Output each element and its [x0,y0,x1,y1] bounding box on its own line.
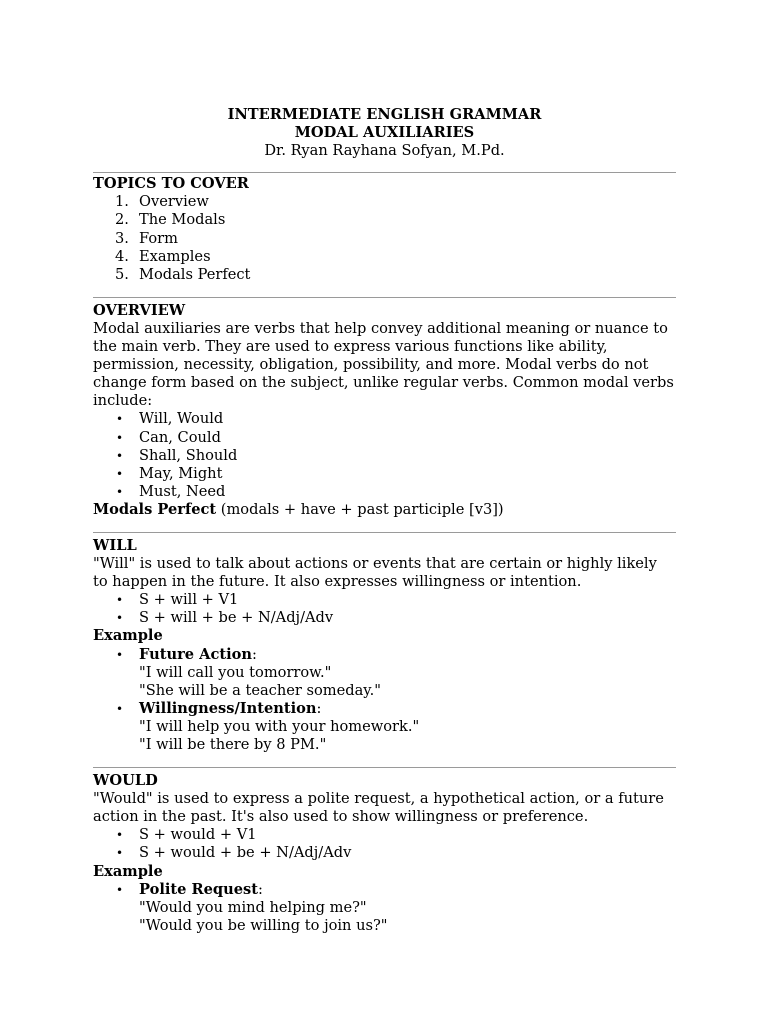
example-label: Future Action [139,645,252,663]
example-item [93,646,676,664]
section-divider [93,767,676,768]
would-section [93,772,676,935]
topic-text: Form [139,229,178,247]
topic-text: Modals Perfect [139,265,251,283]
example-sentence: "Would you mind helping me?" [139,898,367,916]
section-divider [93,532,676,533]
would-forms-list [93,826,676,862]
modal-verb-item: • May, Might [93,465,676,483]
document-title: INTERMEDIATE ENGLISH GRAMMAR [227,106,542,123]
modal-verb-item: • Shall, Should [93,447,676,465]
example-item [93,700,676,718]
would-examples-list [93,881,676,899]
modal-verb-item: • Must, Need [93,483,676,501]
topic-item [93,248,676,266]
topic-number: 4. [115,247,129,265]
modal-verbs-list [93,410,676,500]
form-item: • S + would + V1 [93,826,676,844]
would-heading: WOULD [93,772,158,790]
form-item: • S + will + V1 [93,591,676,609]
example-sentence: "Would you be willing to join us?" [139,916,388,934]
topic-text: Overview [139,193,209,211]
topic-number: 3. [115,229,129,247]
topic-text: Examples [139,247,211,265]
example-sentence: "She will be a teacher someday." [139,681,381,699]
modal-verb-item: • Can, Could [93,429,676,447]
would-paragraph: "Would" is used to express a polite request, a hypothetical action, or a future action in the past. It's also used to show willingness or preference. [93,790,664,826]
topic-number: 5. [115,265,129,283]
will-heading: WILL [93,536,137,554]
modals-perfect-text: (modals + have + past participle [v3]) [216,500,504,518]
topic-item [93,266,676,284]
will-forms-list [93,591,676,627]
example-item [93,881,676,899]
modals-perfect-line [93,501,676,519]
example-label: Polite Request [139,880,258,898]
topic-number: 1. [115,193,129,211]
section-divider [93,172,676,173]
will-examples-list [93,646,676,664]
document-page [93,106,676,935]
form-item: • S + would + be + N/Adj/Adv [93,844,676,862]
overview-heading: OVERVIEW [93,301,186,319]
will-examples-list [93,700,676,718]
will-section [93,537,676,754]
example-colon: : [257,880,263,898]
topics-section [93,175,676,284]
example-colon: : [251,645,257,663]
form-item: • S + will + be + N/Adj/Adv [93,609,676,627]
topic-item [93,193,676,211]
modal-verb-item: • Will, Would [93,410,676,428]
topics-heading: TOPICS TO COVER [93,175,249,193]
topics-list [93,193,676,283]
example-heading: Example [93,627,163,645]
example-label: Willingness/Intention [139,699,317,717]
document-author: Dr. Ryan Rayhana Sofyan, M.Pd. [264,142,505,160]
topic-number: 2. [115,211,129,229]
example-sentence: "I will call you tomorrow." [139,663,332,681]
will-paragraph: "Will" is used to talk about actions or events that are certain or highly likely to happen in the future. It also expresses willingness or intention. [93,555,657,591]
modals-perfect-label: Modals Perfect [93,500,217,518]
overview-section [93,302,676,519]
topic-item [93,230,676,248]
example-sentence: "I will be there by 8 PM." [139,736,327,753]
document-subtitle: MODAL AUXILIARIES [294,124,475,142]
document-header [93,106,676,160]
example-colon: : [316,699,322,717]
topic-text: The Modals [139,211,226,229]
section-divider [93,297,676,298]
topic-item [93,211,676,229]
overview-paragraph: Modal auxiliaries are verbs that help convey additional meaning or nuance to the main verb. They are used to express various functions like ability, permission, necessity, obligation, possibility, and more. Modal verbs do not change form based on the subject, unlike regular verbs. Common modal verbs include: [93,319,674,410]
example-heading: Example [93,862,163,880]
example-sentence: "I will help you with your homework." [139,717,420,735]
